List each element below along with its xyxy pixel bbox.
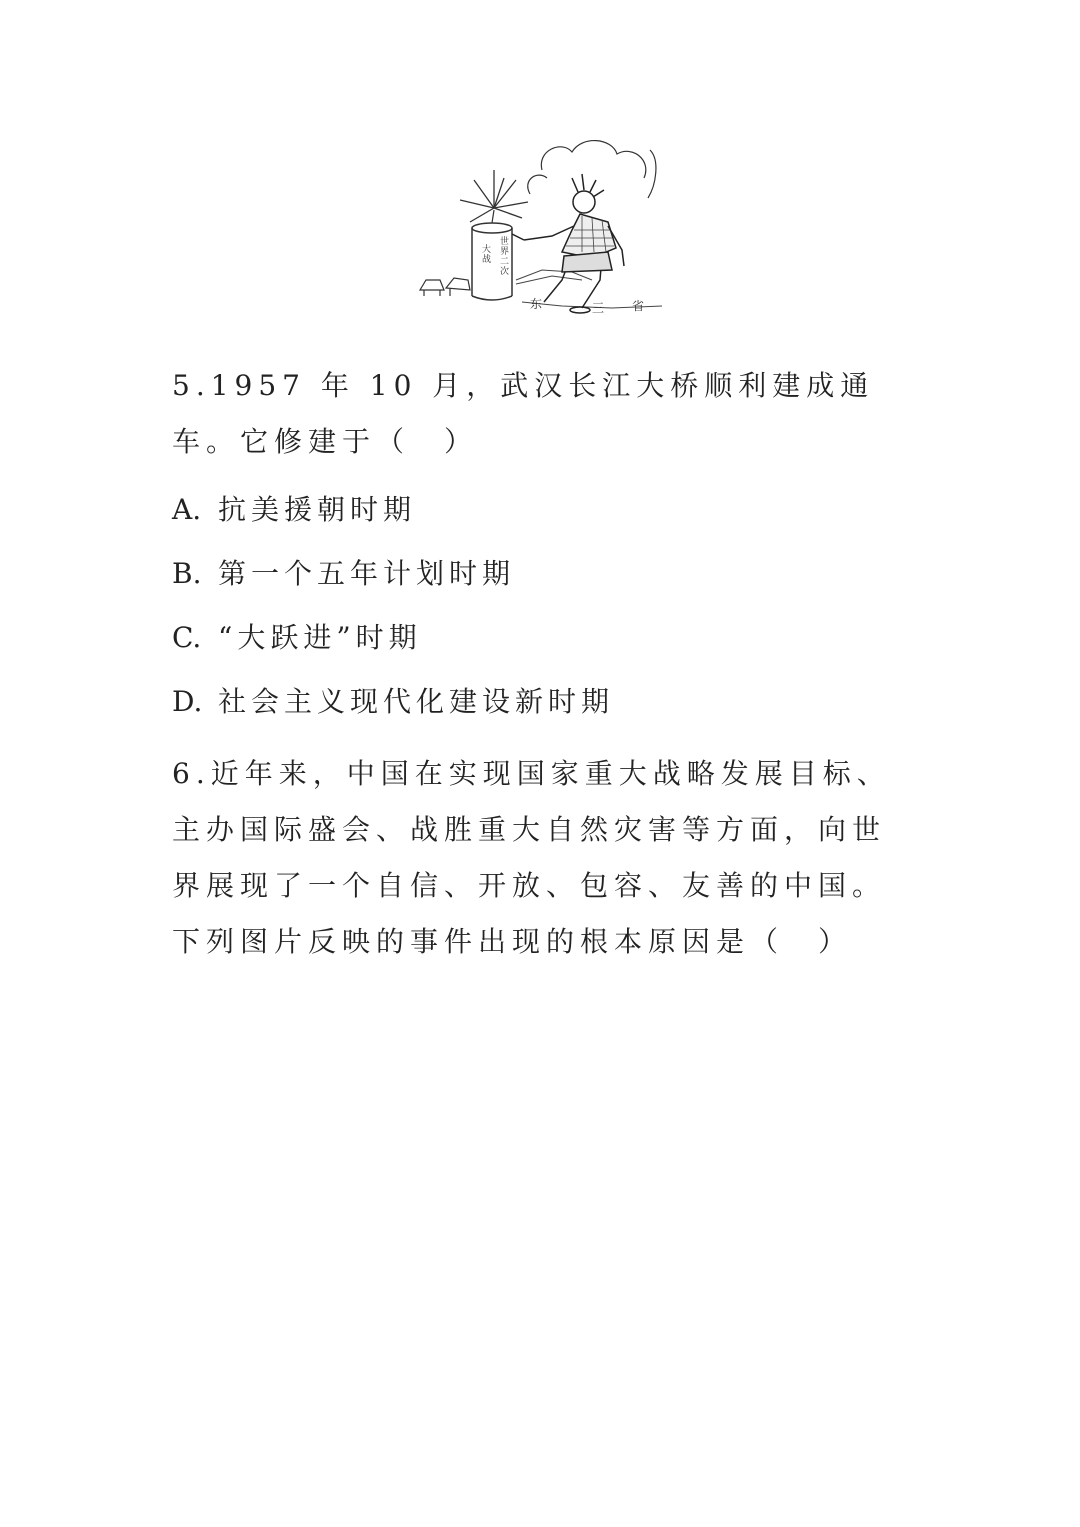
- cartoon-drawing: [412, 130, 672, 325]
- question-6-stem: 6.近年来，中国在实现国家重大战略发展目标、主办国际盛会、战胜重大自然灾害等方面，向世界展现了一个自信、开放、包容、友善的中国。下列图片反映的事件出现的根本原因是（ ）: [172, 757, 891, 958]
- option-a[interactable]: [172, 478, 614, 542]
- option-b-letter: B.: [172, 557, 202, 590]
- option-a-text: 抗美援朝时期: [218, 493, 417, 526]
- option-a-letter: A.: [172, 493, 202, 526]
- figure: [512, 174, 624, 313]
- option-c-letter: C.: [172, 621, 202, 654]
- option-d-letter: D.: [172, 685, 203, 718]
- powder-keg: [472, 210, 512, 300]
- ground-label-2: 三: [592, 301, 605, 315]
- ground-label-1: 东: [530, 297, 543, 311]
- houses: [420, 278, 470, 296]
- option-c[interactable]: [172, 606, 614, 670]
- keg-label-left: 大战: [482, 245, 492, 265]
- option-d[interactable]: [172, 670, 614, 734]
- option-b-text: 第一个五年计划时期: [218, 557, 516, 590]
- question-5-options: [172, 478, 614, 734]
- ground-label-3: 省: [632, 299, 645, 313]
- question-5-stem: 5.1957 年 10 月，武汉长江大桥顺利建成通车。它修建于（ ）: [172, 369, 875, 458]
- keg-label-right: 世界二次: [500, 237, 510, 277]
- option-c-text: “大跃进”时期: [218, 621, 422, 654]
- option-b[interactable]: [172, 542, 614, 606]
- option-d-text: 社会主义现代化建设新时期: [218, 685, 615, 718]
- fuse-spark: [460, 170, 528, 222]
- cartoon-illustration: [412, 130, 672, 325]
